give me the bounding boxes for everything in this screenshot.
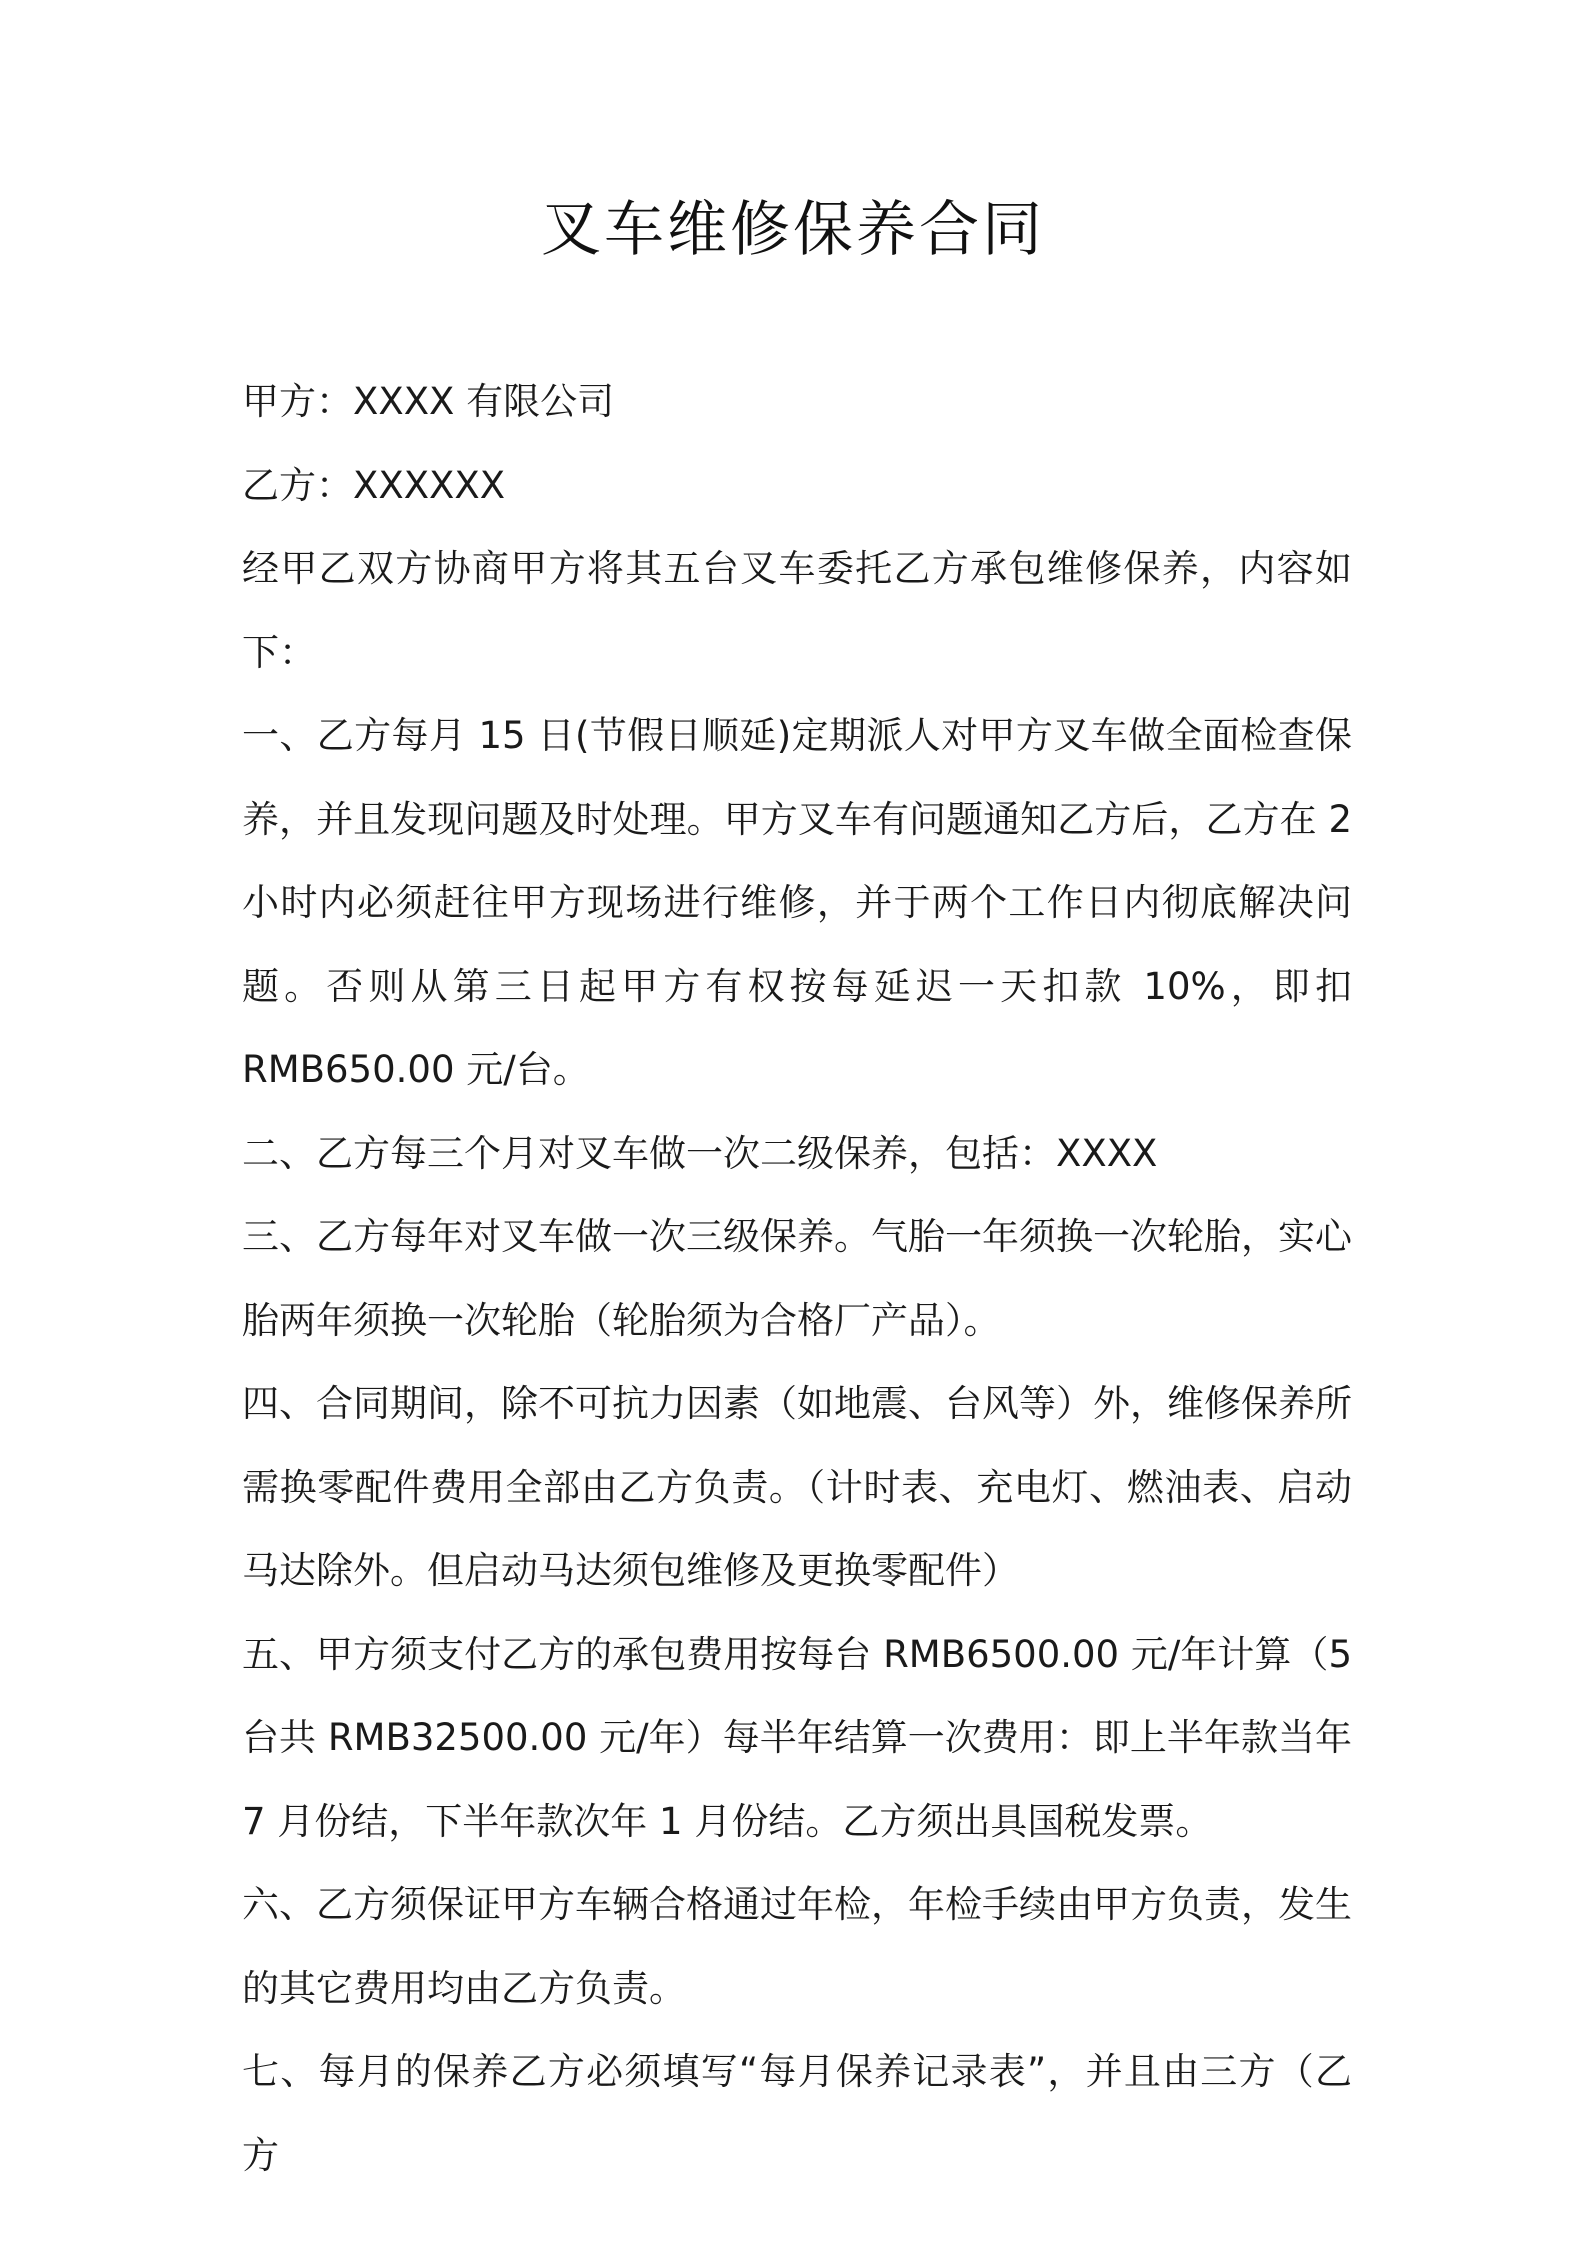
clause-5: 五、甲方须支付乙方的承包费用按每台 RMB6500.00 元/年计算（5 台共 RMB32500.00 元/年）每半年结算一次费用：即上半年款当年 7 月份结，下半年款次年 1 月份结。乙方须出具国税发票。 xyxy=(242,1632,1352,1843)
clause-7: 七、每月的保养乙方必须填写“每月保养记录表”，并且由三方（乙方 xyxy=(242,2050,1352,2177)
clause-3: 三、乙方每年对叉车做一次三级保养。气胎一年须换一次轮胎，实心胎两年须换一次轮胎（轮胎须为合格厂产品）。 xyxy=(242,1215,1352,1342)
clause-4: 四、合同期间，除不可抗力因素（如地震、台风等）外，维修保养所需换零配件费用全部由乙方负责。（计时表、充电灯、燃油表、启动马达除外。但启动马达须包维修及更换零配件） xyxy=(242,1382,1352,1592)
clause-1: 一、乙方每月 15 日(节假日顺延)定期派人对甲方叉车做全面检查保养，并且发现问题及时处理。甲方叉车有问题通知乙方后，乙方在 2 小时内必须赶往甲方现场进行维修，并于两个工作日内彻底解决问题。否则从第三日起甲方有权按每延迟一天扣款 10%，即扣 RMB650.00 元/台。 xyxy=(242,714,1352,1091)
intro-paragraph: 经甲乙双方协商甲方将其五台叉车委托乙方承包维修保养，内容如下： xyxy=(242,547,1352,674)
clause-6: 六、乙方须保证甲方车辆合格通过年检，年检手续由甲方负责，发生的其它费用均由乙方负责。 xyxy=(242,1883,1352,2010)
clause-2: 二、乙方每三个月对叉车做一次二级保养，包括：XXXX xyxy=(242,1131,1158,1175)
party-a-line: 甲方：XXXX 有限公司 xyxy=(242,380,615,423)
party-b-line: 乙方：XXXXXX xyxy=(242,463,506,507)
contract-title: 叉车维修保养合同 xyxy=(541,195,1045,265)
contract-body xyxy=(242,360,1352,2197)
